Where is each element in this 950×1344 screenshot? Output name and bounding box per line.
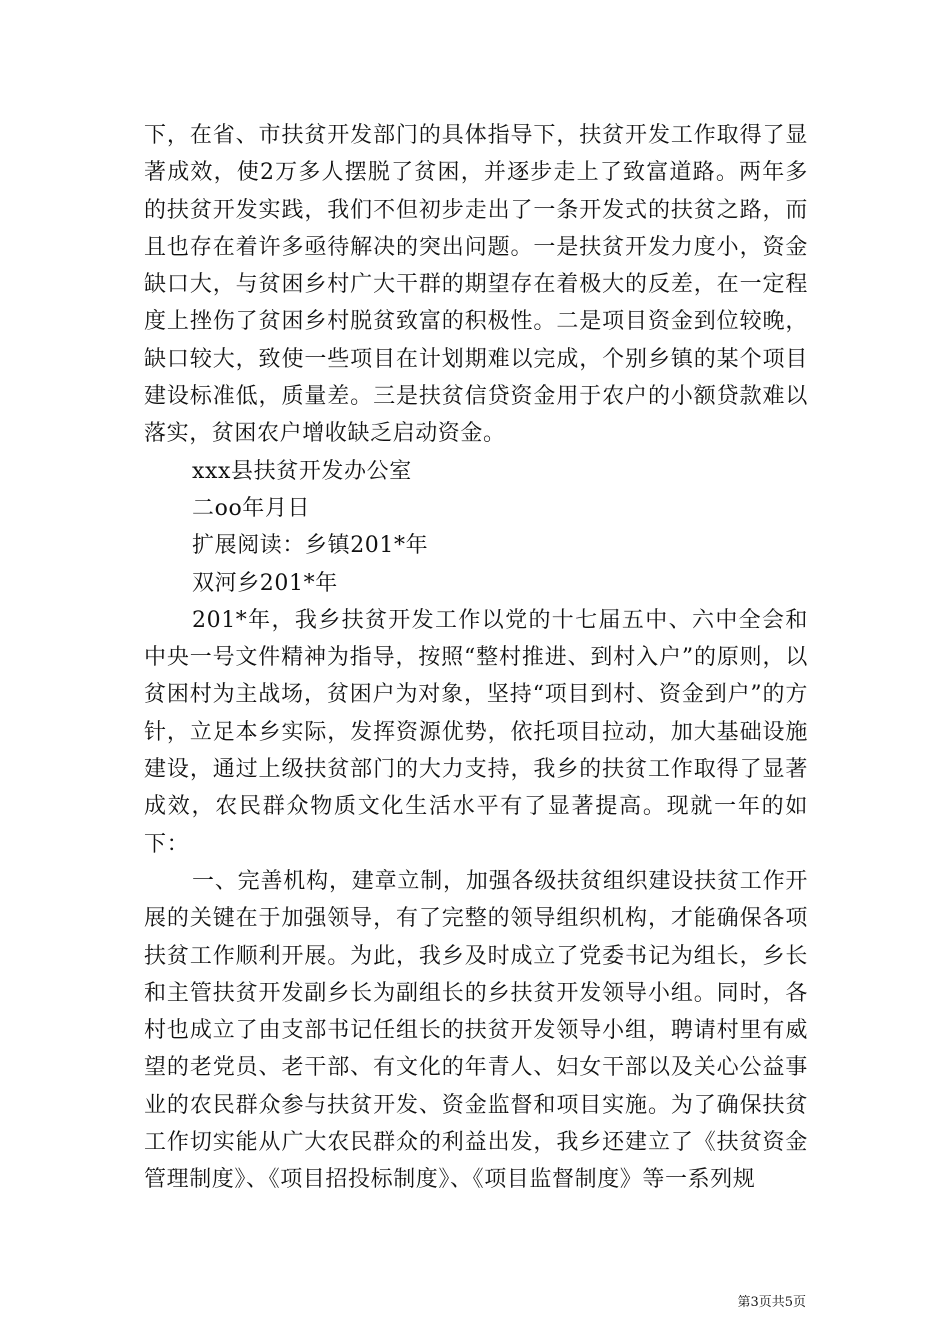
paragraph-section-one: 一、完善机构，建章立制，加强各级扶贫组织建设扶贫工作开展的关键在于加强领导，有了完整的领导组织机构，才能确保各项扶贫工作顺利开展。为此，我乡及时成立了党委书记为组长，乡长和主管扶贫开发副乡长为副组长的乡扶贫开发领导小组。同时，各村也成立了由支部书记任组长的扶贫开发领导小组，聘请村里有威望的老党员、老干部、有文化的年青人、妇女干部以及关心公益事业的农民群众参与扶贫开发、资金监督和项目实施。为了确保扶贫工作切实能从广大农民群众的利益出发，我乡还建立了《扶贫资金管理制度》、《项目招投标制度》、《项目监督制度》等一系列规 — [144, 868, 808, 1193]
extended-reading-heading: 扩展阅读：乡镇201*年 — [192, 533, 429, 559]
section-title: 双河乡201*年 — [192, 570, 338, 596]
paragraph-intro: 201*年，我乡扶贫开发工作以党的十七届五中、六中全会和中央一号文件精神为指导，按照“整村推进、到村入户”的原则，以贫困村为主战场，贫困户为对象，坚持“项目到村、资金到户”的方针，立足本乡实际，发挥资源优势，依托项目拉动，加大基础设施建设，通过上级扶贫部门的大力支持，我乡的扶贫工作取得了显著成效，农民群众物质文化生活水平有了显著提高。现就一年的如下： — [144, 607, 808, 857]
signature-date: 二oo年月日 — [192, 495, 311, 521]
page-number: 第3页共5页 — [737, 1295, 806, 1310]
paragraph-poverty-summary: 下，在省、市扶贫开发部门的具体指导下，扶贫开发工作取得了显著成效，使2万多人摆脱了贫困，并逐步走上了致富道路。两年多的扶贫开发实践，我们不但初步走出了一条开发式的扶贫之路，而且也存在着许多亟待解决的突出问题。一是扶贫开发力度小，资金缺口大，与贫困乡村广大干群的期望存在着极大的反差，在一定程度上挫伤了贫困乡村脱贫致富的积极性。二是项目资金到位较晚，缺口较大，致使一些项目在计划期难以完成，个别乡镇的某个项目建设标准低，质量差。三是扶贫信贷资金用于农户的小额贷款难以落实，贫困农户增收缺乏启动资金。 — [144, 123, 808, 447]
signature-office: xxx县扶贫开发办公室 — [192, 458, 412, 484]
document-body — [144, 117, 808, 1199]
